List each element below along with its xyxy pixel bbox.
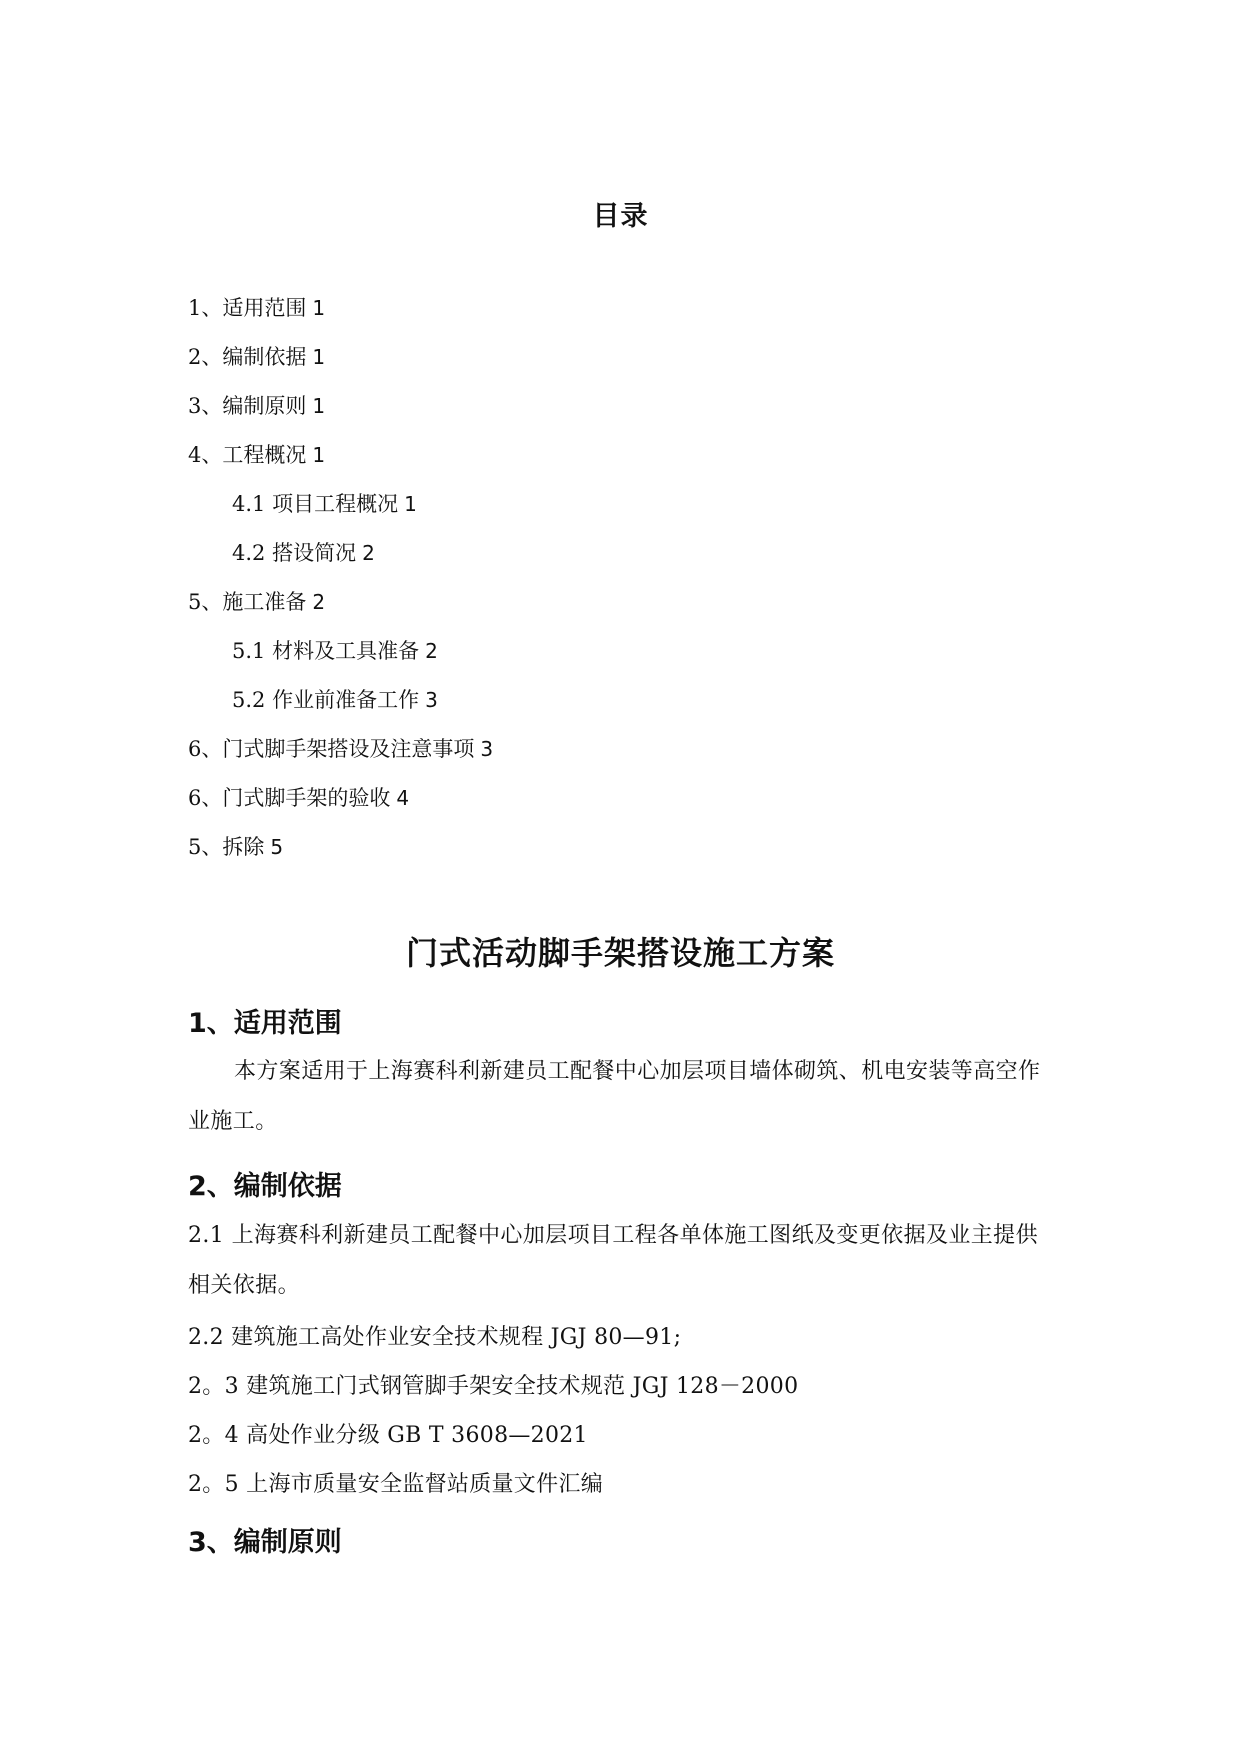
toc-item-page: 2 <box>312 590 326 614</box>
toc-subitem[interactable] <box>188 484 493 533</box>
toc-item-label: 5、拆除 <box>188 835 265 859</box>
section-heading-basis: 2、编制依据 <box>188 1171 342 1202</box>
toc-item-label: 2、编制依据 <box>188 345 307 369</box>
basis-item: 2。5 上海市质量安全监督站质量文件汇编 <box>188 1472 603 1497</box>
toc-item[interactable] <box>188 337 493 386</box>
toc-item[interactable] <box>188 386 493 435</box>
toc-subitem[interactable] <box>188 631 493 680</box>
toc-item-page: 5 <box>270 835 284 859</box>
toc-item[interactable] <box>188 778 493 827</box>
toc-subitem[interactable] <box>188 533 493 582</box>
section-heading-scope: 1、适用范围 <box>188 1008 342 1039</box>
toc-item-page: 1 <box>312 394 326 418</box>
section-heading-principles: 3、编制原则 <box>188 1527 342 1558</box>
toc-item-label: 4.1 项目工程概况 <box>232 492 399 516</box>
toc-item[interactable] <box>188 435 493 484</box>
toc-item-label: 5.2 作业前准备工作 <box>232 688 420 712</box>
toc-item-page: 2 <box>362 541 375 565</box>
toc-item-page: 3 <box>425 688 438 712</box>
toc-item-label: 5、施工准备 <box>188 590 307 614</box>
toc-item[interactable] <box>188 582 493 631</box>
toc-item-label: 6、门式脚手架搭设及注意事项 <box>188 737 475 761</box>
toc-item-page: 2 <box>425 639 438 663</box>
toc-item-label: 3、编制原则 <box>188 394 307 418</box>
basis-item: 2.1 上海赛科利新建员工配餐中心加层项目工程各单体施工图纸及变更依据及业主提供相关依据。 <box>188 1223 1038 1298</box>
toc-item[interactable] <box>188 729 493 778</box>
toc-item-label: 4.2 搭设简况 <box>232 541 357 565</box>
toc-item-label: 4、工程概况 <box>188 443 307 467</box>
toc-subitem[interactable] <box>188 680 493 729</box>
toc-item-page: 1 <box>312 345 326 369</box>
toc-item-label: 1、适用范围 <box>188 296 307 320</box>
toc-item-label: 5.1 材料及工具准备 <box>232 639 420 663</box>
toc-item-page: 3 <box>480 737 494 761</box>
basis-item: 2.2 建筑施工高处作业安全技术规程 JGJ 80—91; <box>188 1325 682 1350</box>
section-scope-body: 本方案适用于上海赛科利新建员工配餐中心加层项目墙体砌筑、机电安装等高空作业施工。 <box>188 1059 1041 1134</box>
toc-item-page: 1 <box>312 443 326 467</box>
toc-item-page: 1 <box>404 492 417 516</box>
table-of-contents <box>188 288 493 876</box>
toc-item-label: 6、门式脚手架的验收 <box>188 786 391 810</box>
basis-item: 2。4 高处作业分级 GB T 3608—2021 <box>188 1423 588 1448</box>
toc-item-page: 1 <box>312 296 326 320</box>
basis-item: 2。3 建筑施工门式钢管脚手架安全技术规范 JGJ 128－2000 <box>188 1374 799 1399</box>
document-title: 门式活动脚手架搭设施工方案 <box>405 934 835 972</box>
toc-item[interactable] <box>188 288 493 337</box>
toc-item-page: 4 <box>396 786 410 810</box>
toc-title: 目录 <box>592 201 649 232</box>
toc-item[interactable] <box>188 827 493 876</box>
